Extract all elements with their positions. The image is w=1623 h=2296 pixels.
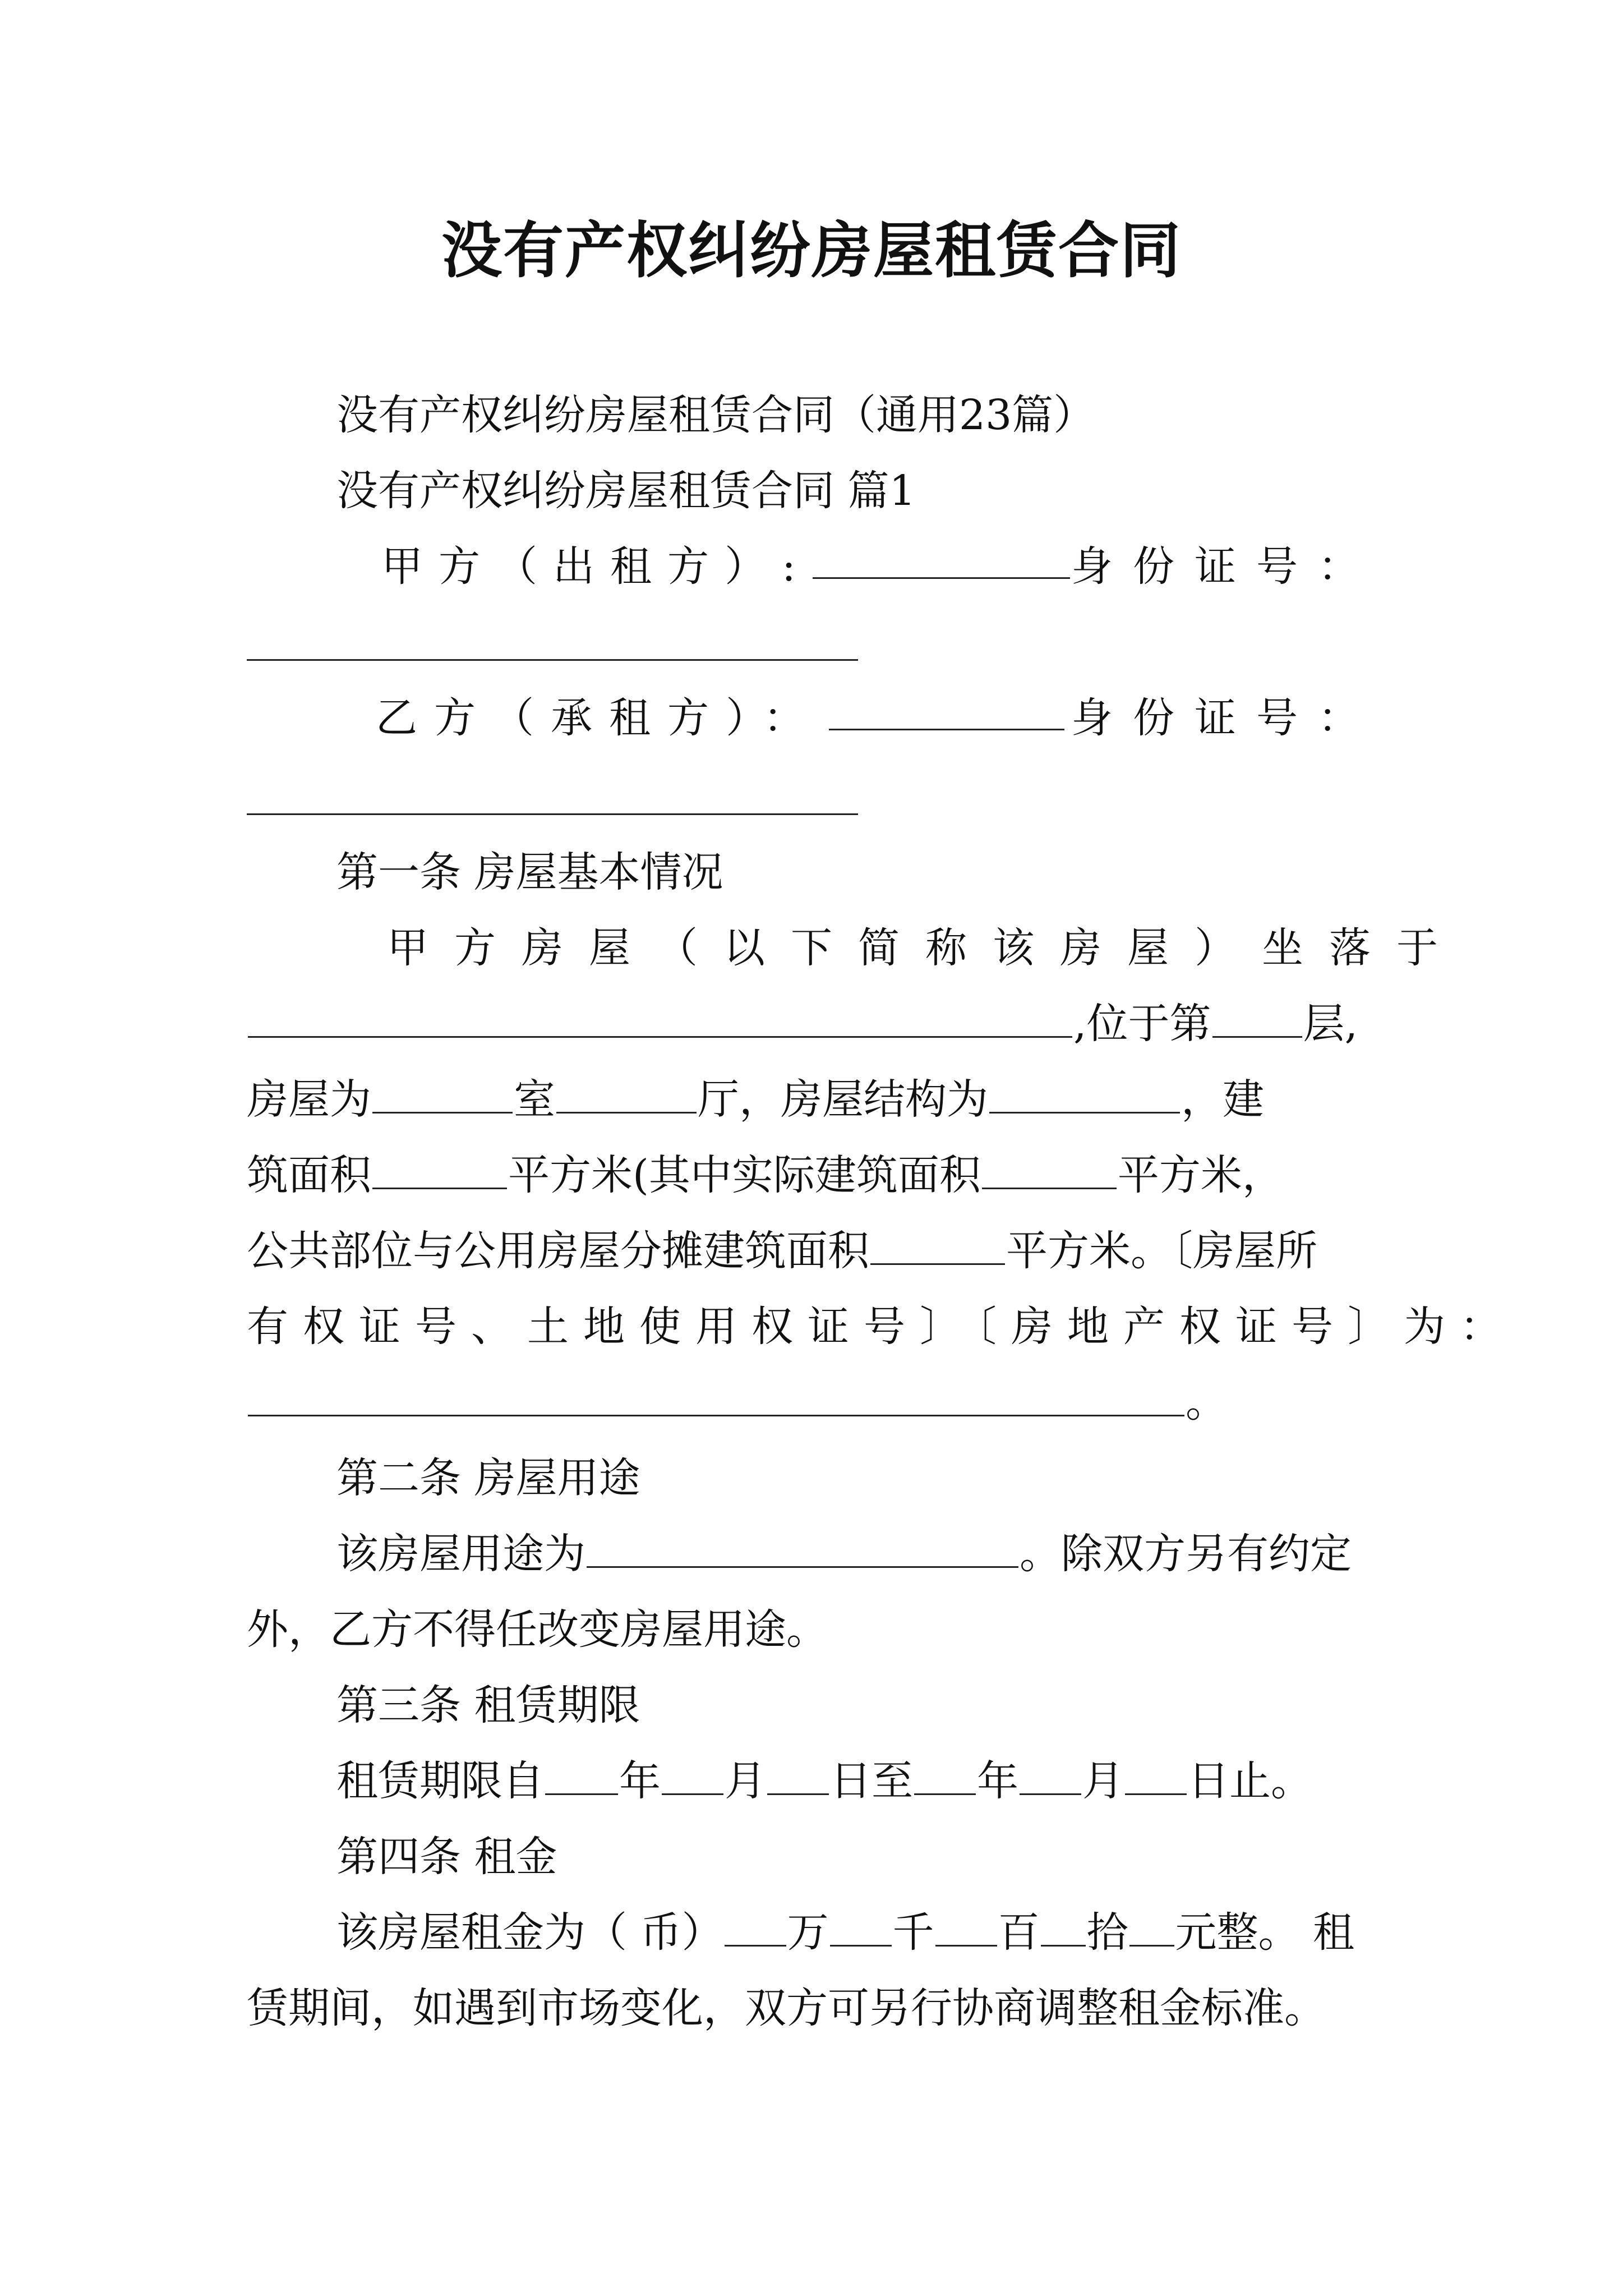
article-2-heading: 第二条 房屋用途 — [336, 1454, 640, 1502]
rent-suffix: 元整。 租 — [1175, 1908, 1355, 1957]
party-b-id-blank — [247, 813, 858, 815]
end-day-label: 日止。 — [1188, 1757, 1312, 1805]
end-month-blank — [1020, 1757, 1081, 1795]
shared-area-suffix: 平方米。〔房屋所 — [1006, 1227, 1317, 1275]
structure-prefix: 厅，房屋结构为 — [698, 1075, 988, 1124]
shared-area-prefix: 公共部位与公用房屋分摊建筑面积 — [247, 1227, 869, 1275]
article-1-line-7 — [247, 1377, 1227, 1428]
usage-suffix: 。除双方另有约定 — [1020, 1530, 1352, 1578]
structure-suffix: ，建 — [1181, 1075, 1264, 1124]
start-month-label: 月 — [725, 1757, 766, 1805]
article-1-line-1: 甲方房屋（以下简称该房屋）坐落于 — [387, 924, 1464, 972]
floor-blank — [1212, 1000, 1302, 1038]
shared-area-blank — [870, 1227, 1005, 1265]
rooms-label: 室 — [514, 1075, 555, 1124]
rent-bai-label: 百 — [998, 1908, 1040, 1957]
rent-wan-blank — [725, 1909, 786, 1947]
actual-area-prefix: 平方米(其中实际建筑面积 — [508, 1151, 981, 1199]
rent-bai-blank — [935, 1909, 997, 1947]
rooms-prefix: 房屋为 — [247, 1075, 371, 1124]
usage-blank — [587, 1530, 1018, 1568]
article-4-heading: 第四条 租金 — [336, 1833, 557, 1881]
halls-blank — [556, 1076, 697, 1114]
end-day-blank — [1125, 1757, 1187, 1795]
article-1-line-3 — [247, 1074, 1264, 1125]
party-a-row — [381, 541, 1380, 592]
address-blank — [248, 1000, 1072, 1038]
start-day-blank — [767, 1757, 829, 1795]
party-a-id-label: 身份证号： — [1071, 542, 1380, 591]
party-a-id-blank — [247, 659, 858, 661]
floor-suffix: 层, — [1303, 1000, 1358, 1048]
article-1-line-6: 有权证号、土地使用权证号〕〔房地产权证号〕为： — [247, 1303, 1516, 1351]
end-year-label: 年 — [977, 1757, 1018, 1805]
document-title: 没有产权纠纷房屋租赁合同 — [441, 215, 1182, 286]
party-b-label: 乙方（承租方）： — [376, 694, 822, 742]
article-1-line-2 — [247, 999, 1358, 1049]
rent-shi-label: 拾 — [1086, 1908, 1128, 1957]
area-prefix: 筑面积 — [247, 1151, 371, 1199]
end-year-blank — [914, 1757, 976, 1795]
article-4-line-1 — [336, 1907, 1354, 1958]
start-day-label: 日至 — [830, 1757, 913, 1805]
article-4-line-2: 赁期间，如遇到市场变化，双方可另行协商调整租金标准。 — [247, 1984, 1326, 2032]
rent-wan-label: 万 — [787, 1908, 829, 1957]
rent-qian-blank — [830, 1909, 892, 1947]
party-b-name-blank — [829, 693, 1064, 730]
rent-shi-blank — [1041, 1909, 1086, 1947]
article-2-line-2: 外，乙方不得任改变房屋用途。 — [247, 1605, 828, 1654]
start-year-label: 年 — [619, 1757, 661, 1805]
term-prefix: 租赁期限自 — [336, 1757, 544, 1805]
floor-prefix: ,位于第 — [1073, 1000, 1211, 1048]
party-a-label: 甲方（出租方）: — [381, 542, 811, 591]
start-year-blank — [545, 1757, 618, 1795]
actual-area-blank — [982, 1152, 1117, 1189]
subtitle: 没有产权纠纷房屋租赁合同（通用23篇） — [336, 391, 1095, 439]
rent-qian-label: 千 — [892, 1908, 934, 1957]
article-1-heading: 第一条 房屋基本情况 — [336, 848, 723, 896]
actual-area-suffix: 平方米， — [1117, 1151, 1284, 1199]
rent-yuan-blank — [1129, 1909, 1174, 1947]
party-b-id-label: 身份证号： — [1071, 694, 1380, 742]
party-a-name-blank — [813, 541, 1070, 579]
article-1-line-4 — [247, 1150, 1284, 1200]
start-month-blank — [662, 1757, 723, 1795]
rent-prefix: 该房屋租金为（ 币） — [336, 1908, 723, 1957]
article-3-line-1 — [336, 1756, 1312, 1806]
certificate-suffix: 。 — [1186, 1378, 1227, 1427]
area-blank — [372, 1152, 507, 1189]
rooms-blank — [372, 1076, 513, 1114]
party-b-row — [376, 693, 1380, 743]
usage-prefix: 该房屋用途为 — [336, 1530, 585, 1578]
end-month-label: 月 — [1082, 1757, 1124, 1805]
chapter-heading: 没有产权纠纷房屋租赁合同 篇1 — [336, 467, 916, 515]
structure-blank — [989, 1076, 1180, 1114]
certificate-blank — [248, 1379, 1184, 1416]
article-1-line-5 — [247, 1226, 1317, 1276]
article-2-line-1 — [336, 1529, 1352, 1579]
article-3-heading: 第三条 租赁期限 — [336, 1681, 640, 1729]
